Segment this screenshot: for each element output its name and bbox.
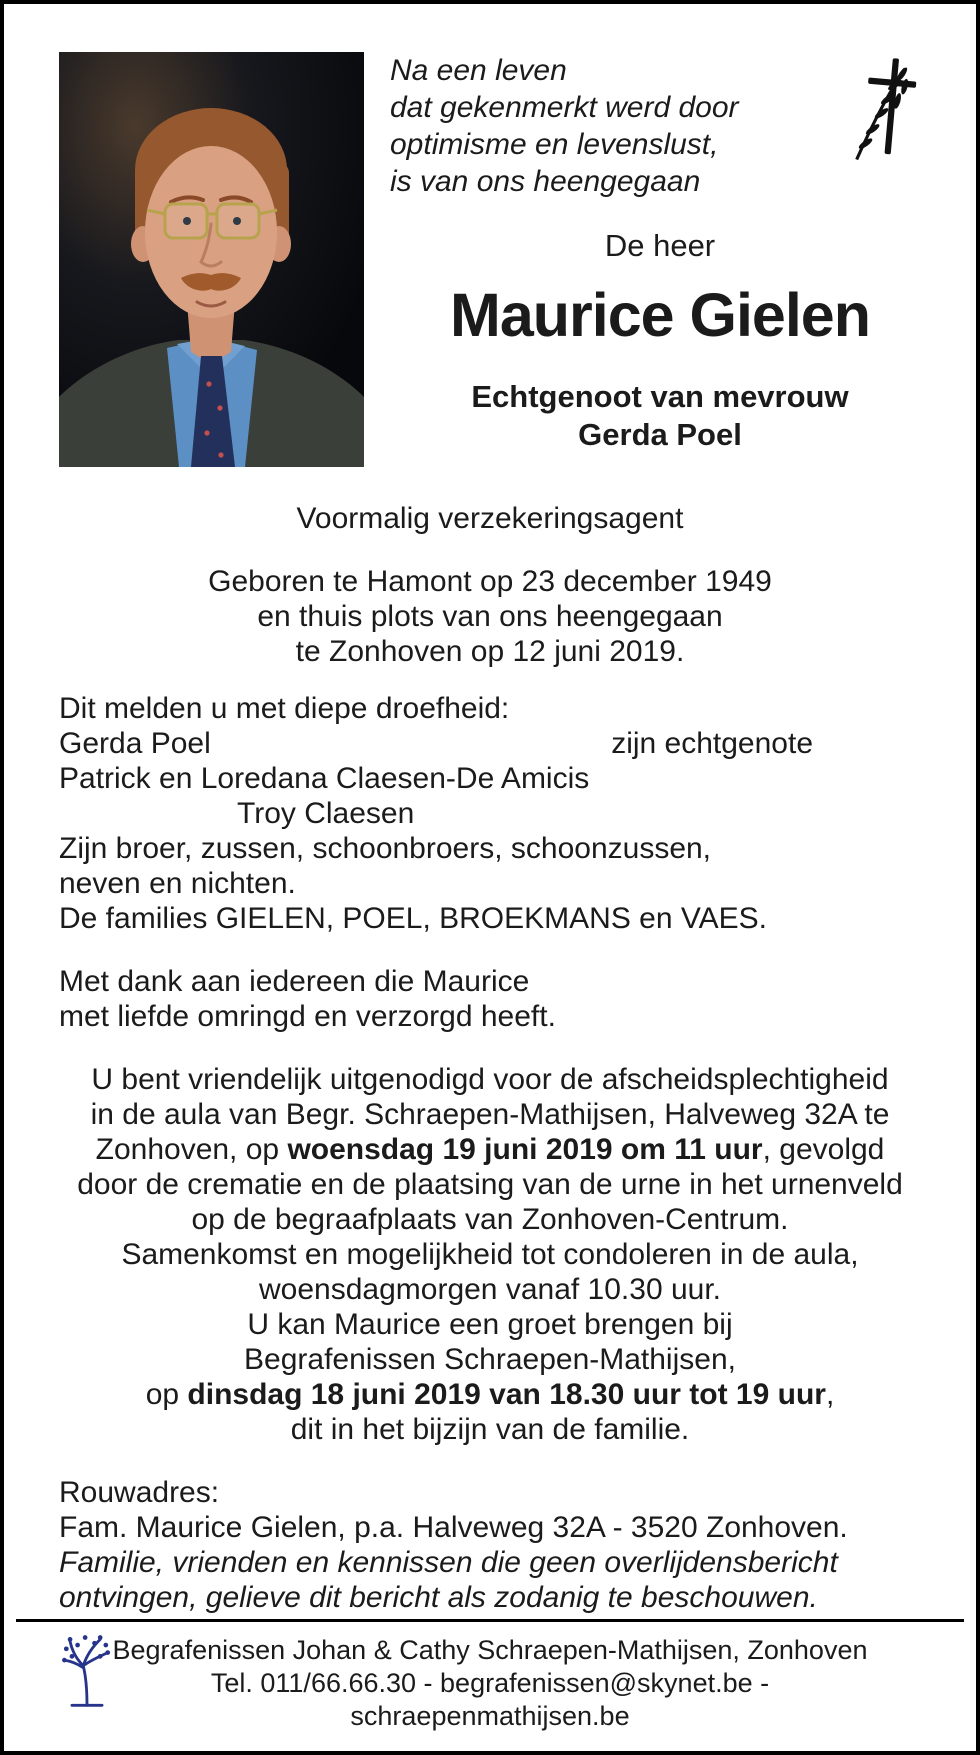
- header: [4, 4, 976, 467]
- death-place-line: te Zonhoven op 12 juni 2019.: [295, 635, 685, 668]
- mourning-address-label: Rouwadres:: [59, 1476, 220, 1509]
- date-line-post: ,: [825, 1378, 835, 1411]
- family-member: Patrick en Loredana Claesen-De Amicis: [59, 762, 590, 795]
- greeting-date-bold: dinsdag 18 juni 2019 van 18.30 uur tot 19 uur: [187, 1378, 826, 1411]
- deceased-name: Maurice Gielen: [450, 281, 870, 349]
- opening-line: optimisme en levenslust,: [390, 128, 719, 161]
- birth-line: Geboren te Hamont op 23 december 1949: [208, 565, 772, 598]
- greeting-date-line: [59, 1377, 921, 1412]
- wife-row: [59, 726, 921, 761]
- ceremony-line: U bent vriendelijk uitgenodigd voor de afscheidsplechtigheid: [91, 1063, 889, 1096]
- opening-row: [388, 52, 932, 200]
- mourning-address-section: [59, 1475, 921, 1615]
- family-section: [59, 691, 921, 936]
- salutation: De heer: [604, 228, 716, 263]
- wife-name: Gerda Poel: [59, 727, 211, 760]
- portrait-photo-illustration: [59, 52, 364, 467]
- funeral-home-tree-logo: [58, 1630, 116, 1710]
- spouse-title: [388, 378, 932, 454]
- ceremony-line: in de aula van Begr. Schraepen-Mathijsen, Halveweg 32A te: [90, 1098, 890, 1131]
- ceremony-section: [59, 1062, 921, 1447]
- footer: [16, 1619, 964, 1751]
- ceremony-line: woensdagmorgen vanaf 10.30 uur.: [259, 1273, 721, 1306]
- ceremony-line: dit in het bijzijn van de familie.: [290, 1413, 690, 1446]
- spouse-line: Echtgenoot van mevrouw: [471, 379, 849, 414]
- ceremony-date-line: [59, 1132, 921, 1167]
- date-line-pre: op: [145, 1378, 188, 1411]
- ceremony-line: Begrafenissen Schraepen-Mathijsen,: [244, 1343, 736, 1376]
- ceremony-date-bold: woensdag 19 juni 2019 om 11 uur: [287, 1133, 763, 1166]
- footer-line-2: Tel. 011/66.66.30 - begrafenissen@skynet.be - schraepenmathijsen.be: [210, 1668, 770, 1731]
- ceremony-line: door de crematie en de plaatsing van de urne in het urnenveld: [77, 1168, 903, 1201]
- relatives-line: Zijn broer, zussen, schoonbroers, schoonzussen,: [59, 832, 712, 865]
- wife-relation: zijn echtgenote: [611, 727, 813, 760]
- opening-line: is van ons heengegaan: [390, 165, 701, 198]
- ceremony-line: U kan Maurice een groet brengen bij: [247, 1308, 733, 1341]
- spouse-name: Gerda Poel: [578, 417, 742, 452]
- families-line: De families GIELEN, POEL, BROEKMANS en VAES.: [59, 902, 768, 935]
- date-line-post: , gevolgd: [762, 1133, 885, 1166]
- relatives-line: neven en nichten.: [59, 867, 296, 900]
- opening-text: [388, 52, 739, 200]
- ceremony-line: Samenkomst en mogelijkheid tot condoleren in de aula,: [121, 1238, 859, 1271]
- thanks-line: Met dank aan iedereen die Maurice: [59, 965, 530, 998]
- notice-line: ontvingen, gelieve dit bericht als zodanig te beschouwen.: [59, 1581, 818, 1614]
- thanks-section: [59, 964, 921, 1034]
- opening-line: Na een leven: [390, 54, 567, 87]
- thanks-line: met liefde omringd en verzorgd heeft.: [59, 1000, 556, 1033]
- notice-line: Familie, vrienden en kennissen die geen overlijdensbericht: [59, 1546, 838, 1579]
- header-right-column: [364, 52, 932, 467]
- announcement-intro: Dit melden u met diepe droefheid:: [59, 692, 510, 725]
- cross-with-wheat-icon: [846, 52, 926, 164]
- date-line-pre: Zonhoven, op: [95, 1133, 288, 1166]
- family-member: Troy Claesen: [237, 797, 415, 830]
- portrait-photo: [59, 52, 364, 467]
- footer-line-1: Begrafenissen Johan & Cathy Schraepen-Mathijsen, Zonhoven: [112, 1635, 868, 1665]
- mourning-address: Fam. Maurice Gielen, p.a. Halveweg 32A - 3520 Zonhoven.: [59, 1511, 848, 1544]
- main-content: [4, 467, 976, 1615]
- profession: Voormalig verzekeringsagent: [296, 502, 684, 535]
- ceremony-line: op de begraafplaats van Zonhoven-Centrum.: [191, 1203, 789, 1236]
- opening-line: dat gekenmerkt werd door: [390, 91, 739, 124]
- death-line: en thuis plots van ons heengegaan: [257, 600, 723, 633]
- life-dates: [59, 564, 921, 669]
